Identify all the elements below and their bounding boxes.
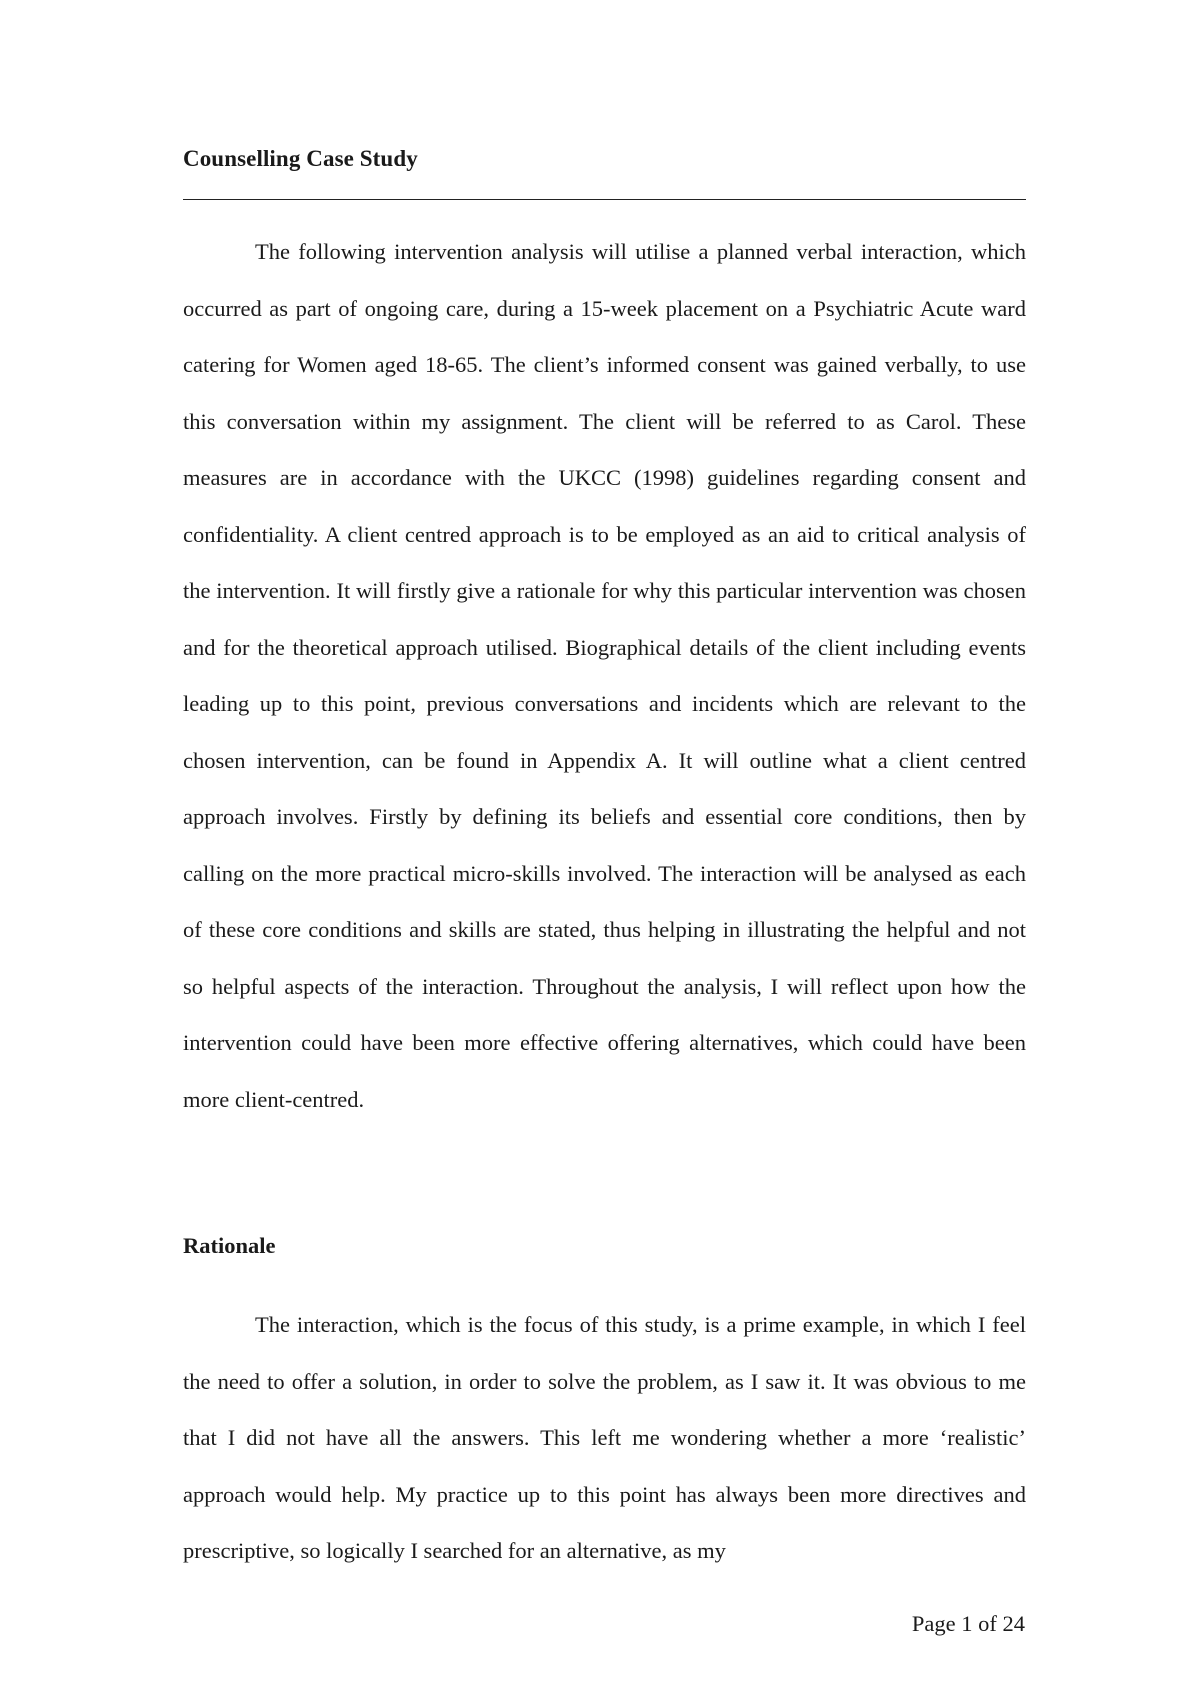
- section-heading-rationale: Rationale: [183, 1233, 276, 1258]
- title-divider: [183, 199, 1026, 200]
- page-number: Page 1 of 24: [911, 1611, 1025, 1636]
- rationale-paragraph: The interaction, which is the focus of this study, is a prime example, in which I feel the need to offer a solution, in order to solve the problem, as I saw it. It was obvious to me that I did not have all the answers. This left me wondering whether a more ‘realistic’ approach would help. My practice up to this point has always been more directives and prescriptive, so logically I searched for an alternative, as my: [183, 1312, 1026, 1563]
- document-title: Counselling Case Study: [183, 146, 418, 171]
- intro-paragraph: The following intervention analysis will utilise a planned verbal interaction, which occurred as part of ongoing care, during a 15-week placement on a Psychiatric Acute ward catering for Women aged 18-65. The client’s informed consent was gained verbally, to use this conversation within my assignment. The client will be referred to as Carol. These measures are in accordance with the UKCC (1998) guidelines regarding consent and confidentiality. A client centred approach is to be employed as an aid to critical analysis of the intervention. It will firstly give a rationale for why this particular intervention was chosen and for the theoretical approach utilised. Biographical details of the client including events leading up to this point, previous conversations and incidents which are relevant to the chosen intervention, can be found in Appendix A. It will outline what a client centred approach involves. Firstly by defining its beliefs and essential core conditions, then by calling on the more practical micro-skills involved. The interaction will be analysed as each of these core conditions and skills are stated, thus helping in illustrating the helpful and not so helpful aspects of the interaction. Throughout the analysis, I will reflect upon how the intervention could have been more effective offering alternatives, which could have been more client-centred.: [183, 239, 1026, 1112]
